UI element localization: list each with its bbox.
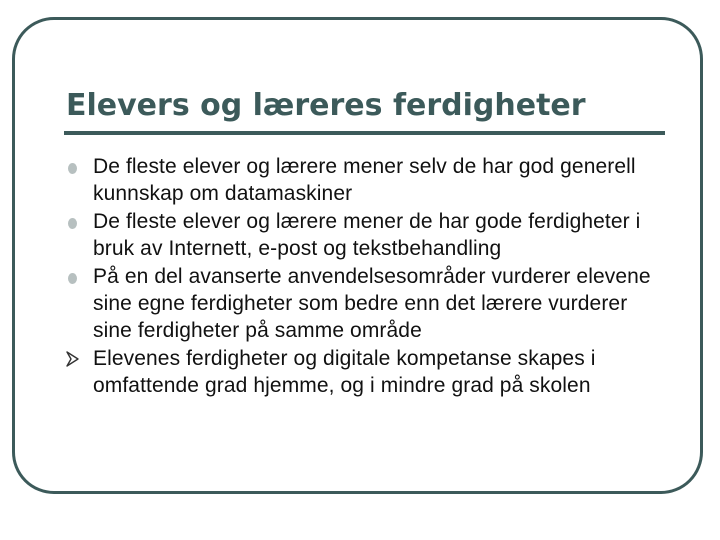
bullet-text: På en del avanserte anvendelsesområder vurderer elevene sine egne ferdigheter som bedre enn det lærere vurderer sine ferdigheter på samme område bbox=[93, 265, 651, 342]
dot-icon bbox=[62, 208, 82, 235]
dot-icon bbox=[62, 153, 82, 180]
bullet-item bbox=[62, 263, 662, 344]
bullet-item bbox=[62, 208, 662, 262]
bullet-text: Elevenes ferdigheter og digitale kompetanse skapes i omfattende grad hjemme, og i mindre grad på skolen bbox=[93, 347, 596, 397]
bullet-list bbox=[62, 153, 662, 400]
slide-title: Elevers og læreres ferdigheter bbox=[66, 88, 586, 123]
title-underline bbox=[64, 131, 665, 135]
bullet-text: De fleste elever og lærere mener selv de har god generell kunnskap om datamaskiner bbox=[93, 155, 636, 205]
bullet-text: De fleste elever og lærere mener de har gode ferdigheter i bruk av Internett, e-post og tekstbehandling bbox=[93, 210, 641, 260]
arrow-bullet-icon bbox=[62, 345, 82, 372]
bullet-item bbox=[62, 345, 662, 399]
bullet-item bbox=[62, 153, 662, 207]
dot-icon bbox=[62, 263, 82, 290]
